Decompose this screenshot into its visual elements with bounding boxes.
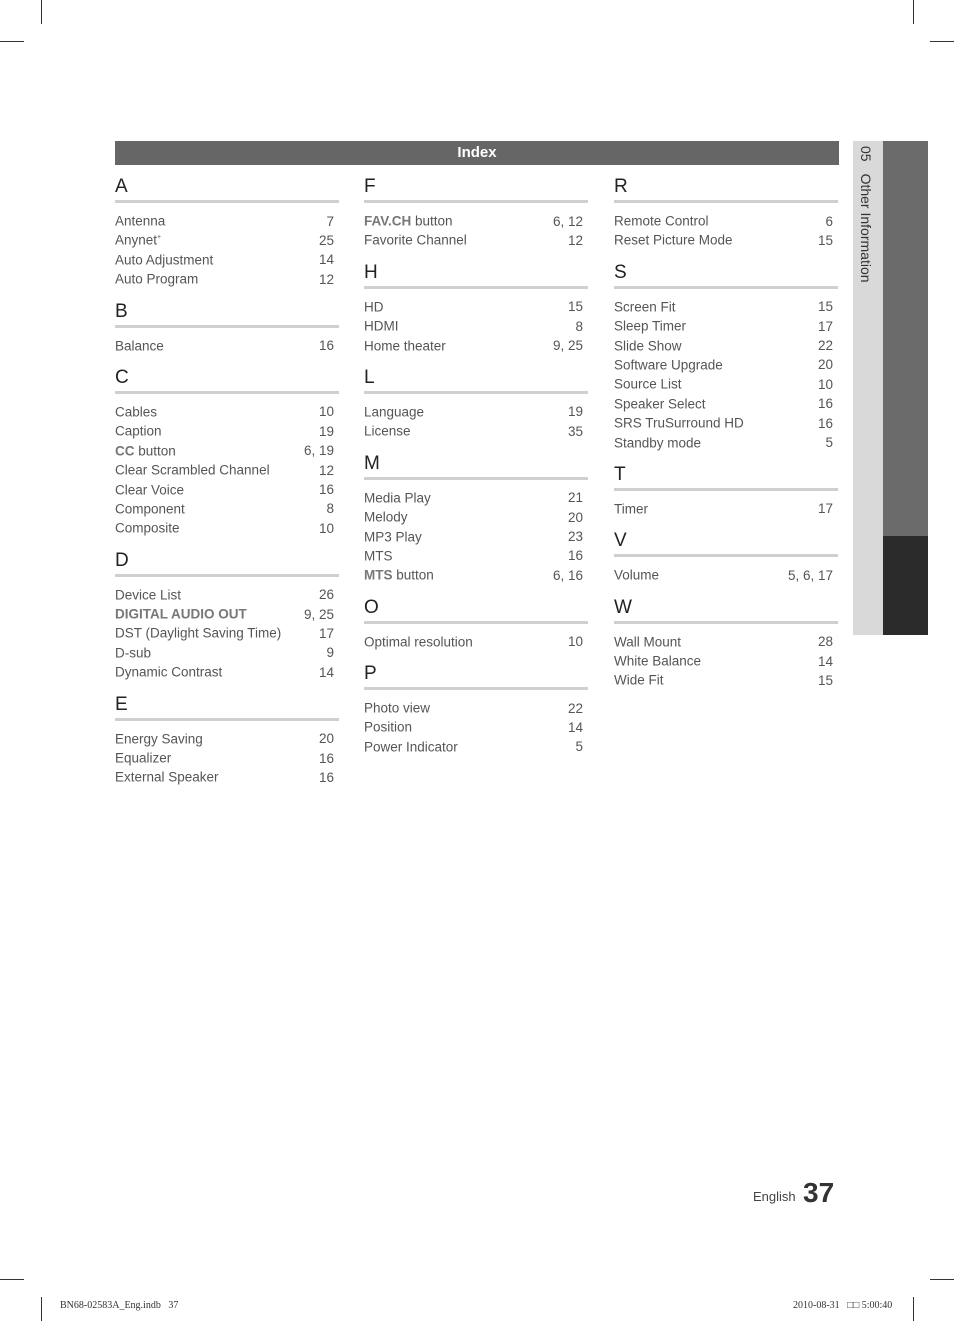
entry-pages: 12 [567,232,583,248]
entry-term-text: Photo view [364,700,431,716]
entry-term [115,516,180,538]
entry-term-superscript: + [157,234,162,242]
entry-term-text: SRS TruSurround HD [614,415,744,431]
section-letter: A [115,176,339,203]
entry-pages: 21 [567,490,583,506]
page-number: 37 [803,1177,835,1208]
entry-term-text: Energy Saving [115,731,203,747]
index-entry [364,630,588,649]
crop-mark [913,0,914,24]
entry-term-text: Caption [115,423,162,439]
index-entry [115,621,339,640]
index-column-1 [115,176,339,799]
entry-term-text: Home theater [364,338,446,354]
entry-term [364,563,434,585]
entry-pages: 17 [817,318,833,334]
entry-pages: 10 [318,404,334,420]
entry-pages: 16 [567,548,583,564]
entry-pages: 9, 25 [303,606,334,622]
crop-mark [0,1279,24,1280]
entry-pages: 16 [318,482,334,498]
index-entry [364,209,588,228]
entry-term-text: Composite [115,520,180,536]
index-entry [364,715,588,734]
entry-term [364,419,411,441]
section-letter: F [364,176,588,203]
index-entry [364,419,588,438]
entry-term-text: MP3 Play [364,529,422,545]
entry-term [115,765,219,787]
index-entry [115,267,339,286]
entry-pages: 20 [567,509,583,525]
print-slug-right: 2010-08-31 □□ 5:00:40 [793,1300,893,1311]
entry-pages: 6, 19 [303,443,334,459]
print-slug-left: BN68-02583A_Eng.indb 37 [60,1300,179,1311]
entry-term-text: Cables [115,404,158,420]
entry-term-text: Media Play [364,490,431,506]
entry-term-text: Balance [115,338,164,354]
entry-pages: 5, 6, 17 [787,567,833,583]
side-tab-marker [883,536,928,635]
entry-term-text: Volume [614,567,660,583]
index-entry [115,746,339,765]
footer-language: English [753,1189,796,1204]
index-column-2 [364,176,588,768]
entry-pages: 17 [318,625,334,641]
index-section [115,550,339,680]
crop-mark [41,1297,42,1321]
index-entry [614,314,838,333]
index-entry [115,641,339,660]
entry-pages: 14 [318,252,334,268]
index-section [115,694,339,785]
index-entry [115,765,339,784]
entry-term-text: button [392,567,434,583]
entry-term-text: External Speaker [115,769,219,785]
index-entry [364,228,588,247]
entry-term [115,660,222,682]
entry-term [364,334,446,356]
index-section [364,597,588,649]
entry-term-bold: MTS [364,567,393,583]
section-letter: B [115,301,339,328]
entry-pages: 12 [318,462,334,478]
entry-pages: 17 [817,501,833,517]
entry-pages: 22 [567,700,583,716]
entry-term-text: Wide Fit [614,672,664,688]
entry-term-text: Position [364,719,413,735]
entry-term-text: D-sub [115,645,152,661]
index-entry [115,727,339,746]
crop-mark [0,41,24,42]
crop-mark [930,41,954,42]
entry-term-text: button [134,443,176,459]
entry-pages: 16 [817,415,833,431]
entry-term [614,497,648,519]
entry-term-text: HDMI [364,318,399,334]
entry-pages: 10 [817,376,833,392]
chapter-title: Other Information [858,173,874,283]
index-section [364,367,588,439]
index-entry [364,505,588,524]
entry-term-text: Slide Show [614,338,682,354]
entry-term-text: License [364,423,411,439]
entry-pages: 23 [567,529,583,545]
entry-term [364,630,473,652]
section-letter: H [364,262,588,289]
section-letter: E [115,694,339,721]
section-letter: D [115,550,339,577]
index-entry [115,419,339,438]
index-entry [115,248,339,267]
entry-term [364,228,467,250]
index-entry [614,630,838,649]
entry-term-bold: CC [115,443,135,459]
entry-term-text: Sleep Timer [614,318,687,334]
index-section [364,663,588,754]
index-entry [115,458,339,477]
entry-pages: 28 [817,634,833,650]
crop-mark [930,1279,954,1280]
entry-term-text: Wall Mount [614,634,682,650]
entry-pages: 8 [575,318,583,334]
index-section [614,597,838,688]
section-letter: O [364,597,588,624]
entry-term-text: Auto Adjustment [115,252,214,268]
index-entry [364,486,588,505]
entry-term-text: Reset Picture Mode [614,232,733,248]
entry-pages: 14 [817,653,833,669]
index-entry [614,295,838,314]
index-entry [115,583,339,602]
entry-pages: 5 [825,435,833,451]
entry-pages: 15 [817,232,833,248]
index-entry [364,314,588,333]
section-letter: M [364,453,588,480]
entry-term-text: Speaker Select [614,396,706,412]
index-entry [614,431,838,450]
entry-term-text: DST (Daylight Saving Time) [115,625,282,641]
index-section [614,176,838,248]
entry-term-text: Melody [364,509,408,525]
entry-term [614,228,733,250]
section-letter: V [614,530,838,557]
index-entry [115,334,339,353]
index-section [115,301,339,353]
entry-pages: 35 [567,423,583,439]
index-entry [364,735,588,754]
entry-pages: 10 [567,634,583,650]
index-section [614,464,838,516]
index-entry [115,516,339,535]
index-column-3 [614,176,838,702]
entry-pages: 16 [318,338,334,354]
index-entry [614,668,838,687]
section-letter: W [614,597,838,624]
section-letter: L [364,367,588,394]
entry-pages: 15 [817,299,833,315]
entry-term-text: Device List [115,587,182,603]
entry-pages: 16 [817,396,833,412]
index-entry [115,660,339,679]
chapter-number: 05 [858,146,874,162]
entry-term-text: Equalizer [115,750,172,766]
entry-term [115,334,164,356]
index-section [364,176,588,248]
index-entry [614,497,838,516]
entry-term-text: Clear Voice [115,482,185,498]
index-entry [364,400,588,419]
entry-term-text: Standby mode [614,435,702,451]
entry-term-text: MTS [364,548,393,564]
entry-pages: 16 [318,769,334,785]
entry-pages: 5 [575,739,583,755]
entry-term-text: Language [364,404,425,420]
entry-pages: 19 [318,423,334,439]
entry-pages: 6 [825,213,833,229]
entry-term-bold: FAV.CH [364,213,412,229]
entry-pages: 16 [318,750,334,766]
index-section [115,176,339,287]
index-section [364,453,588,583]
entry-term-text: White Balance [614,653,702,669]
entry-term-text: button [411,213,453,229]
index-section [614,530,838,582]
index-entry [115,439,339,458]
entry-term [614,668,664,690]
entry-term-text: Remote Control [614,213,709,229]
crop-mark [41,0,42,24]
entry-pages: 12 [318,271,334,287]
entry-pages: 25 [318,232,334,248]
index-entry [614,392,838,411]
entry-pages: 19 [567,404,583,420]
section-letter: P [364,663,588,690]
index-entry [115,478,339,497]
entry-pages: 6, 16 [552,567,583,583]
entry-term [614,431,701,453]
index-entry [614,649,838,668]
entry-term-text: Auto Program [115,271,199,287]
entry-term-text: Clear Scrambled Channel [115,462,270,478]
index-entry [115,497,339,516]
index-entry [614,372,838,391]
entry-pages: 14 [567,719,583,735]
index-entry [115,602,339,621]
page-title: Index [115,141,839,165]
entry-term-text: Antenna [115,213,166,229]
entry-pages: 8 [326,501,334,517]
crop-mark [913,1297,914,1321]
entry-pages: 20 [318,731,334,747]
entry-term-text: Software Upgrade [614,357,723,373]
index-entry [614,334,838,353]
entry-term-text: Dynamic Contrast [115,664,223,680]
index-section [364,262,588,353]
entry-term-text: Screen Fit [614,299,676,315]
index-entry [115,209,339,228]
index-entry [364,544,588,563]
entry-term [364,735,458,757]
entry-pages: 10 [318,520,334,536]
entry-pages: 26 [318,587,334,603]
entry-pages: 22 [817,338,833,354]
entry-term-bold: DIGITAL AUDIO OUT [115,606,247,622]
section-letter: C [115,367,339,394]
entry-term [115,267,198,289]
entry-term-text: Anynet [115,232,158,248]
entry-pages: 20 [817,357,833,373]
entry-pages: 14 [318,664,334,680]
entry-pages: 15 [567,299,583,315]
index-entry [364,563,588,582]
entry-pages: 15 [817,672,833,688]
index-entry [364,334,588,353]
entry-term-text: Power Indicator [364,739,458,755]
entry-pages: 7 [326,213,334,229]
section-letter: T [614,464,838,491]
section-letter: S [614,262,838,289]
entry-term-text: Component [115,501,185,517]
entry-pages: 6, 12 [552,213,583,229]
entry-term [614,563,659,585]
entry-term-text: HD [364,299,384,315]
entry-term-text: Favorite Channel [364,232,467,248]
index-entry [115,400,339,419]
side-tab-label [858,146,874,283]
index-section [614,262,838,450]
index-section [115,367,339,536]
index-entry [614,563,838,582]
index-entry [115,228,339,247]
index-entry [614,228,838,247]
index-entry [614,209,838,228]
side-tab-bar [883,141,928,536]
entry-pages: 9, 25 [552,338,583,354]
entry-term-text: Optimal resolution [364,634,473,650]
entry-term-text: Timer [614,501,648,517]
index-entry [614,411,838,430]
entry-pages: 9 [326,645,334,661]
index-entry [364,525,588,544]
entry-term-text: Source List [614,376,682,392]
index-entry [364,696,588,715]
index-entry [614,353,838,372]
index-entry [364,295,588,314]
section-letter: R [614,176,838,203]
